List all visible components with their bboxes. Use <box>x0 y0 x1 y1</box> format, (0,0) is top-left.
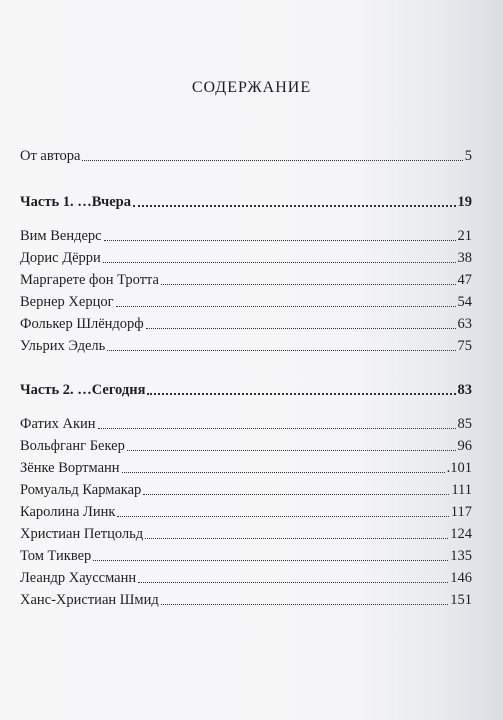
toc-entry-page: 38 <box>457 250 472 266</box>
toc-entry-label: Ромуальд Кармакар <box>20 482 142 498</box>
toc-entry-page: 21 <box>457 228 472 244</box>
toc-entry <box>20 248 472 268</box>
dot-leader <box>103 261 456 263</box>
toc-entry-label: Каролина Линк <box>20 504 116 520</box>
toc-entry <box>20 226 472 246</box>
dot-leader <box>161 603 449 605</box>
toc-entry <box>20 568 472 588</box>
toc-part-label: Часть 2. …Сегодня <box>20 382 146 398</box>
toc-entry <box>20 436 472 456</box>
toc-part-2-heading <box>20 380 472 400</box>
dot-leader <box>117 515 448 517</box>
dot-leader <box>133 204 456 207</box>
toc-entry <box>20 314 472 334</box>
toc-entry-page: .101 <box>446 460 472 476</box>
toc-entry-label: Фатих Акин <box>20 416 96 432</box>
toc-entry-label: Фолькер Шлёндорф <box>20 316 144 332</box>
toc-entry-label: Том Тиквер <box>20 548 92 564</box>
toc-part-1-heading <box>20 192 472 212</box>
toc-part-page: 83 <box>457 382 472 398</box>
toc-entry-page: 54 <box>457 294 472 310</box>
toc-entry-page: 111 <box>451 482 472 498</box>
toc-part-label: Часть 1. …Вчера <box>20 194 131 210</box>
toc-entry <box>20 458 472 478</box>
dot-leader <box>146 327 456 329</box>
toc-entry <box>20 270 472 290</box>
dot-leader <box>127 449 456 451</box>
toc-entry <box>20 524 472 544</box>
toc-entry <box>20 336 472 356</box>
toc-entry <box>20 414 472 434</box>
toc-entry-label: Вольфганг Бекер <box>20 438 125 454</box>
toc-entry <box>20 590 472 610</box>
toc-entry-preface <box>20 146 472 166</box>
dot-leader <box>93 559 448 561</box>
dot-leader <box>82 159 462 161</box>
toc-entry-page: 124 <box>450 526 472 542</box>
toc-entry-page: 47 <box>457 272 472 288</box>
toc-part-page: 19 <box>457 194 472 210</box>
dot-leader <box>143 493 449 495</box>
dot-leader <box>104 239 456 241</box>
toc-entry-page: 117 <box>450 504 472 520</box>
toc-entry-page: 75 <box>457 338 472 354</box>
dot-leader <box>161 283 456 285</box>
toc-entry-label: Маргарете фон Тротта <box>20 272 159 288</box>
toc-entry <box>20 292 472 312</box>
toc-entry-page: 96 <box>457 438 472 454</box>
toc-entry-label: Дорис Дёрри <box>20 250 101 266</box>
toc-entry-label: Христиан Петцольд <box>20 526 144 542</box>
page-title: СОДЕРЖАНИЕ <box>191 78 312 96</box>
toc-entry-label: Ульрих Эдель <box>20 338 106 354</box>
toc-entry-label: Зёнке Вортманн <box>20 460 120 476</box>
toc-entry-page: 63 <box>457 316 472 332</box>
dot-leader <box>107 349 455 351</box>
dot-leader <box>122 471 445 473</box>
toc-entry <box>20 502 472 522</box>
toc-entry-label: От автора <box>20 148 81 164</box>
toc-entry-page: 135 <box>450 548 472 564</box>
toc-entry-page: 146 <box>450 570 472 586</box>
toc-entry-label: Леандр Хауссманн <box>20 570 137 586</box>
dot-leader <box>147 392 455 395</box>
dot-leader <box>138 581 448 583</box>
toc-entry <box>20 546 472 566</box>
toc-entry-label: Вим Вендерс <box>20 228 102 244</box>
toc-entry-page: 151 <box>450 592 472 608</box>
toc-entry <box>20 480 472 500</box>
toc-entry-page: 5 <box>464 148 472 164</box>
toc-entry-page: 85 <box>457 416 472 432</box>
toc-entry-label: Вернер Херцог <box>20 294 114 310</box>
toc-entry-label: Ханс-Христиан Шмид <box>20 592 159 608</box>
dot-leader <box>98 427 456 429</box>
dot-leader <box>145 537 448 539</box>
dot-leader <box>116 305 456 307</box>
